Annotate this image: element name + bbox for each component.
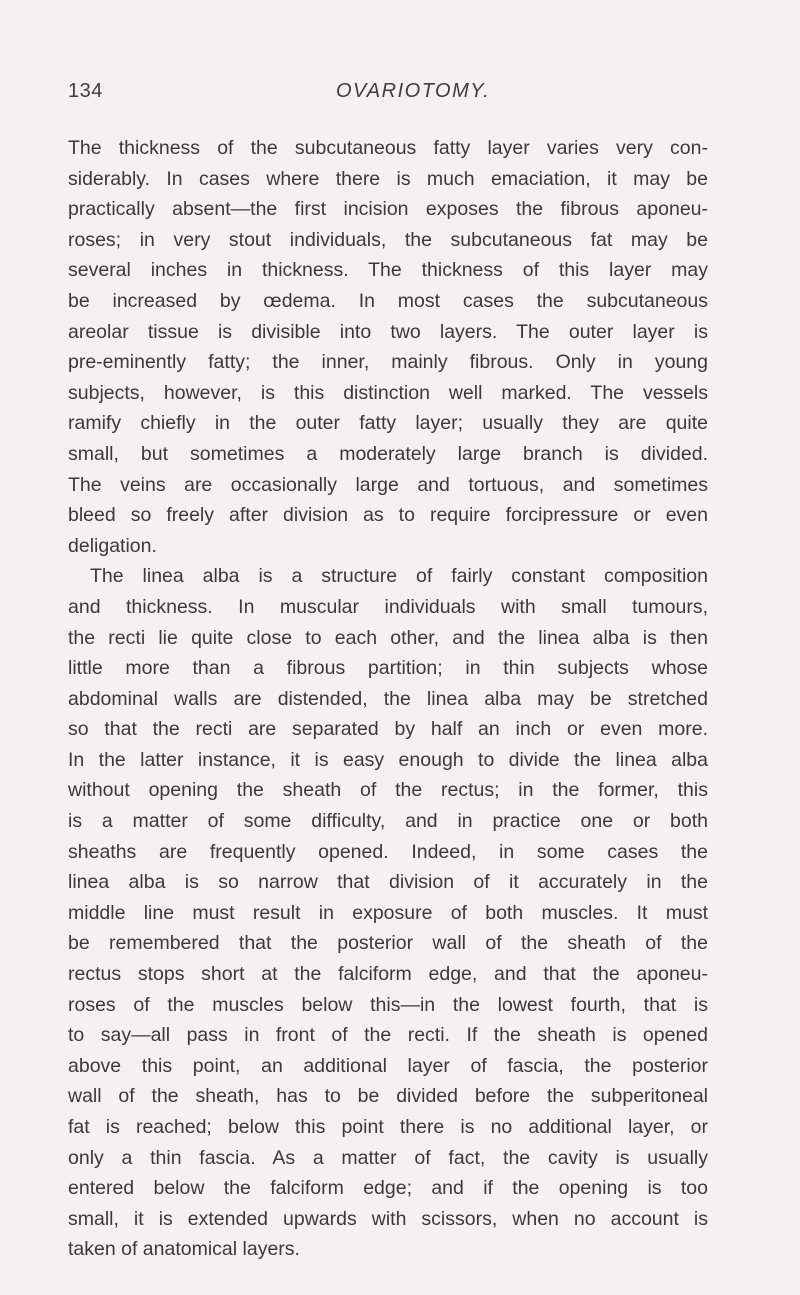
text-line: linea alba is so narrow that division of it accurately in the <box>68 871 708 894</box>
text-line: In the latter instance, it is easy enough to divide the linea alba <box>68 748 708 771</box>
text-line: small, but sometimes a moderately large branch is divided. <box>68 442 708 465</box>
text-line: areolar tissue is divisible into two layers. The outer layer is <box>68 320 708 343</box>
text-line: ramify chiefly in the outer fatty layer; usually they are quite <box>68 412 708 435</box>
text-line: middle line must result in exposure of both muscles. It must <box>68 901 708 924</box>
text-line: The thickness of the subcutaneous fatty layer varies very con- <box>68 137 708 159</box>
text-line: The veins are occasionally large and tortuous, and sometimes <box>68 473 708 496</box>
running-title: OVARIOTOMY. <box>336 80 491 102</box>
text-line: to say—all pass in front of the recti. If the sheath is opened <box>68 1024 708 1047</box>
text-line: wall of the sheath, has to be divided before the subperitoneal <box>68 1085 708 1108</box>
text-line: the recti lie quite close to each other, and the linea alba is then <box>68 626 708 649</box>
text-line: be increased by œdema. In most cases the subcutaneous <box>68 289 708 312</box>
text-line: deligation. <box>68 534 157 557</box>
text-line: fat is reached; below this point there is no additional layer, or <box>68 1116 708 1138</box>
text-line: practically absent—the first incision exposes the fibrous aponeu- <box>68 198 708 221</box>
running-head <box>68 80 708 110</box>
text-line: without opening the sheath of the rectus; in the former, this <box>68 779 708 802</box>
text-line: taken of anatomical layers. <box>68 1238 300 1261</box>
text-line: pre-eminently fatty; the inner, mainly fibrous. Only in young <box>68 351 708 374</box>
text-line: roses; in very stout individuals, the subcutaneous fat may be <box>68 228 708 251</box>
text-line: so that the recti are separated by half an inch or even more. <box>68 718 708 741</box>
text-line: subjects, however, is this distinction well marked. The vessels <box>68 381 708 404</box>
text-line: only a thin fascia. As a matter of fact, the cavity is usually <box>68 1146 708 1169</box>
text-line: be remembered that the posterior wall of the sheath of the <box>68 932 708 955</box>
text-line: abdominal walls are distended, the linea alba may be stretched <box>68 687 708 710</box>
text-line: is a matter of some difficulty, and in practice one or both <box>68 810 708 833</box>
text-line: The linea alba is a structure of fairly constant composition <box>90 565 708 588</box>
text-line: sheaths are frequently opened. Indeed, in some cases the <box>68 840 708 863</box>
text-line: small, it is extended upwards with scissors, when no account is <box>68 1207 708 1230</box>
page-number: 134 <box>68 80 103 102</box>
text-line: entered below the falciform edge; and if the opening is too <box>68 1177 708 1200</box>
text-line: rectus stops short at the falciform edge, and that the aponeu- <box>68 963 708 986</box>
body-text <box>68 133 708 1265</box>
text-line: little more than a fibrous partition; in thin subjects whose <box>68 657 708 680</box>
text-line: bleed so freely after division as to require forcipressure or even <box>68 504 708 527</box>
text-line: siderably. In cases where there is much emaciation, it may be <box>68 167 708 190</box>
text-line: above this point, an additional layer of fascia, the posterior <box>68 1054 708 1077</box>
text-line: and thickness. In muscular individuals with small tumours, <box>68 595 708 618</box>
text-line: roses of the muscles below this—in the lowest fourth, that is <box>68 993 708 1016</box>
text-line: several inches in thickness. The thickness of this layer may <box>68 259 708 282</box>
